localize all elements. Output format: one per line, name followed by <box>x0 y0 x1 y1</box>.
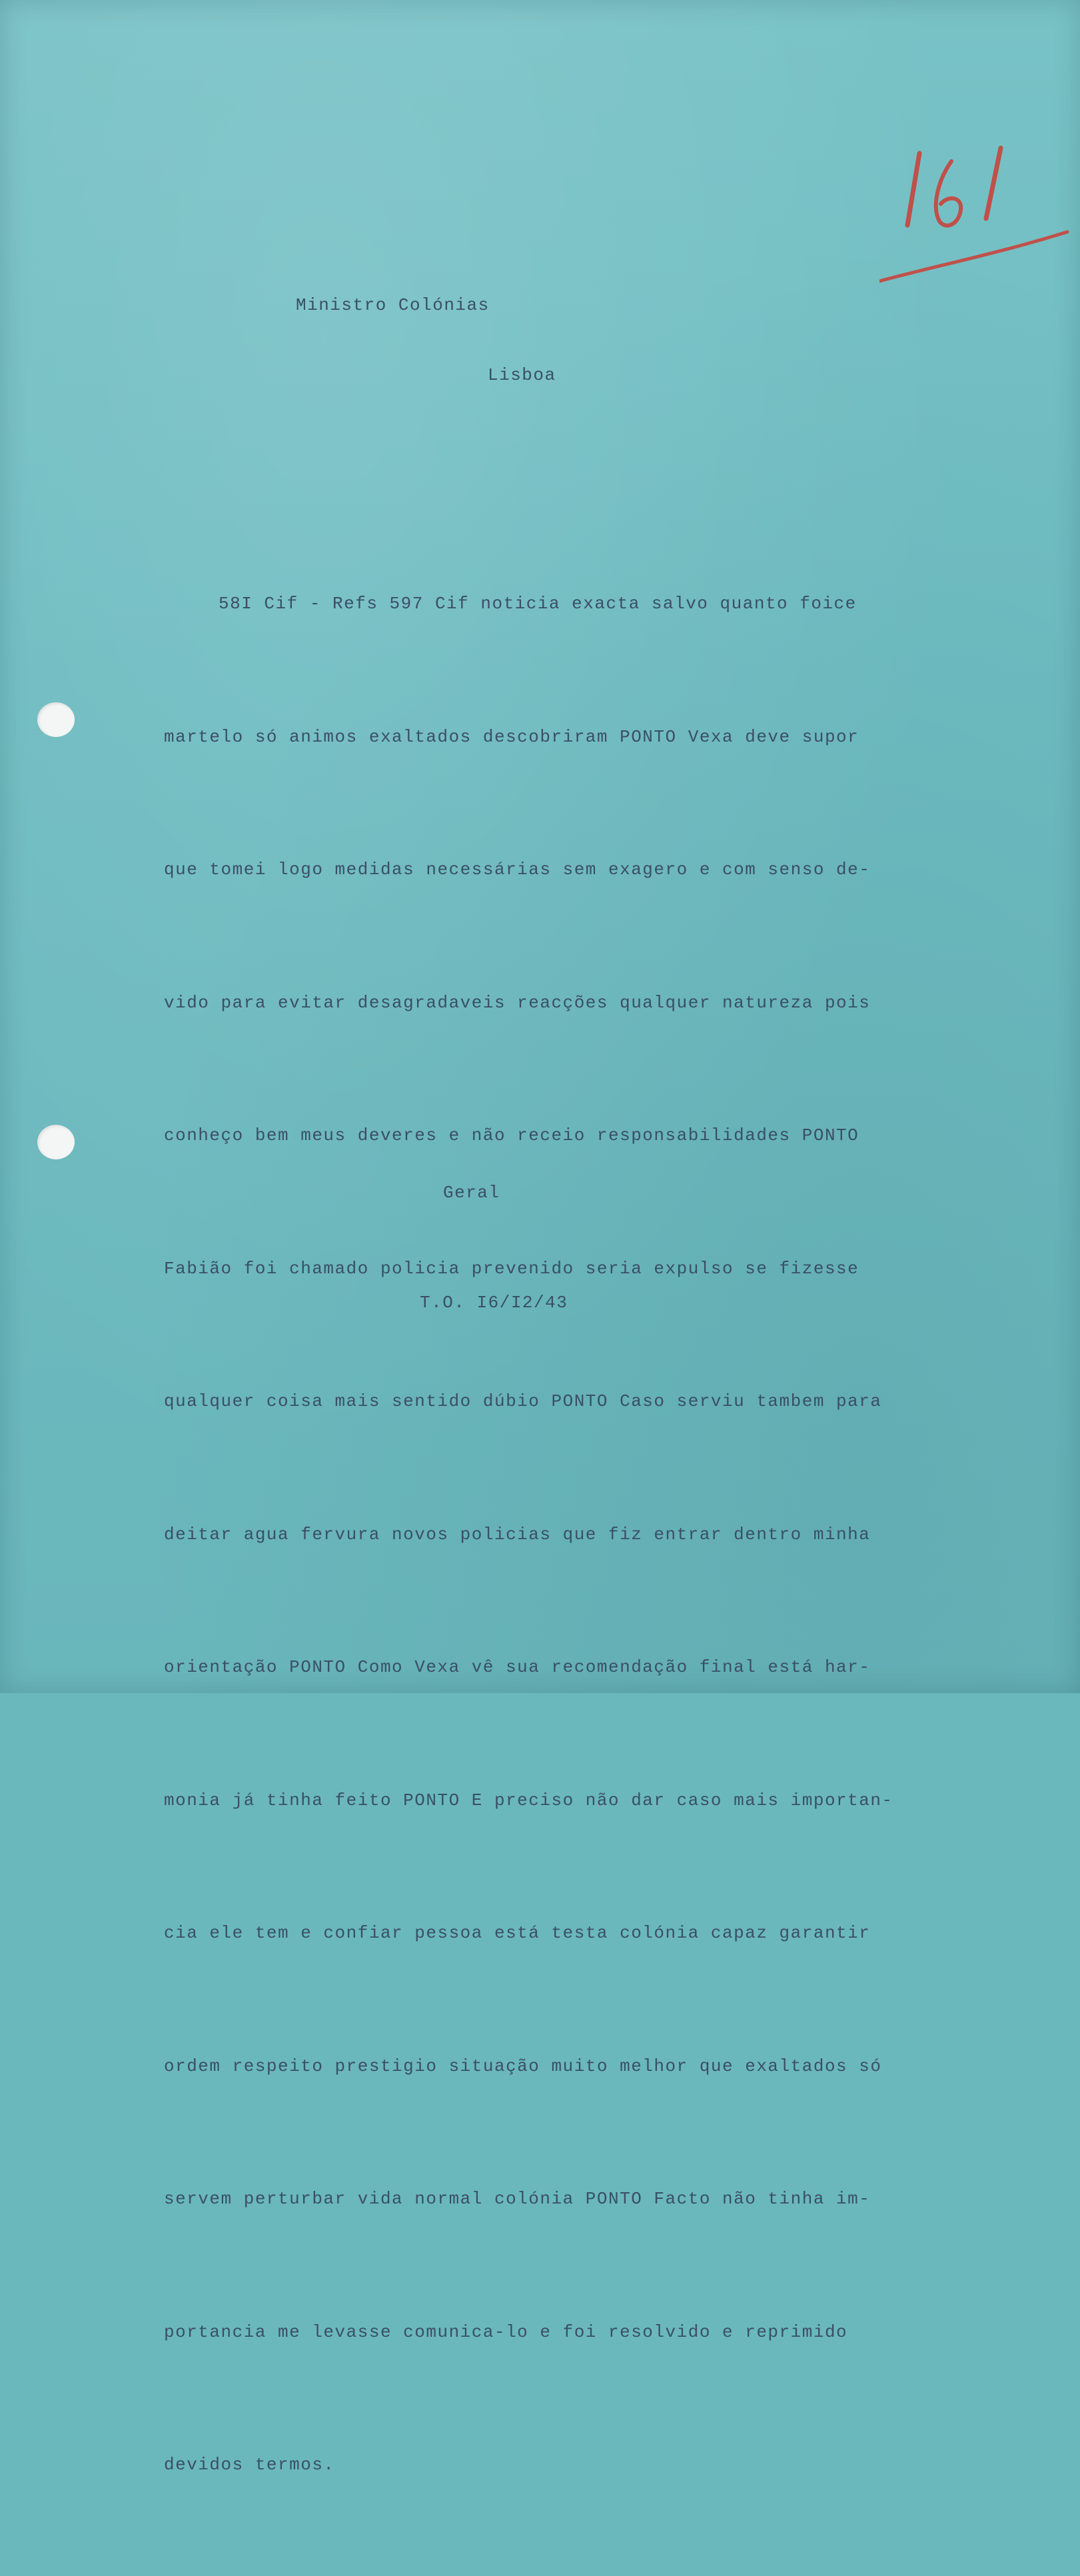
body-line: vido para evitar desagradaveis reacções qualquer natureza pois <box>164 992 871 1013</box>
body-line: qualquer coisa mais sentido dúbio PONTO Caso serviu tambem para <box>164 1391 882 1411</box>
telegram-body <box>164 493 893 2576</box>
body-line: 58I Cif - Refs 597 Cif noticia exacta salvo quanto foice <box>219 594 857 614</box>
body-line: martelo só animos exaltados descobriram PONTO Vexa deve supor <box>164 726 859 747</box>
handwritten-page-number <box>879 133 1079 293</box>
body-line: portancia me levasse comunica-lo e foi resolvido e reprimido <box>164 2321 848 2342</box>
body-line: deitar agua fervura novos policias que fiz entrar dentro minha <box>164 1524 871 1545</box>
body-line: servem perturbar vida normal colónia PONTO Facto não tinha im- <box>164 2189 871 2209</box>
body-line: conheço bem meus deveres e não receio responsabilidades PONTO <box>164 1125 859 1145</box>
punch-hole-bottom <box>37 1125 75 1159</box>
city: Lisboa <box>488 365 556 385</box>
body-line: que tomei logo medidas necessárias sem exagero e com senso de- <box>164 860 871 880</box>
body-line: monia já tinha feito PONTO E preciso não dar caso mais importan- <box>164 1790 893 1810</box>
addressee: Ministro Colónias <box>296 295 490 315</box>
reference-date: T.O. I6/I2/43 <box>420 1293 568 1313</box>
body-line: cia ele tem e confiar pessoa está testa colónia capaz garantir <box>164 1923 871 1943</box>
signature: Geral <box>443 1183 500 1203</box>
body-line: ordem respeito prestigio situação muito melhor que exaltados só <box>164 2056 882 2076</box>
body-line: orientação PONTO Como Vexa vê sua recomendação final está har- <box>164 1657 871 1677</box>
body-line: Fabião foi chamado policia prevenido seria expulso se fizesse <box>164 1258 859 1279</box>
punch-hole-top <box>37 702 75 737</box>
body-line: devidos termos. <box>164 2455 335 2475</box>
